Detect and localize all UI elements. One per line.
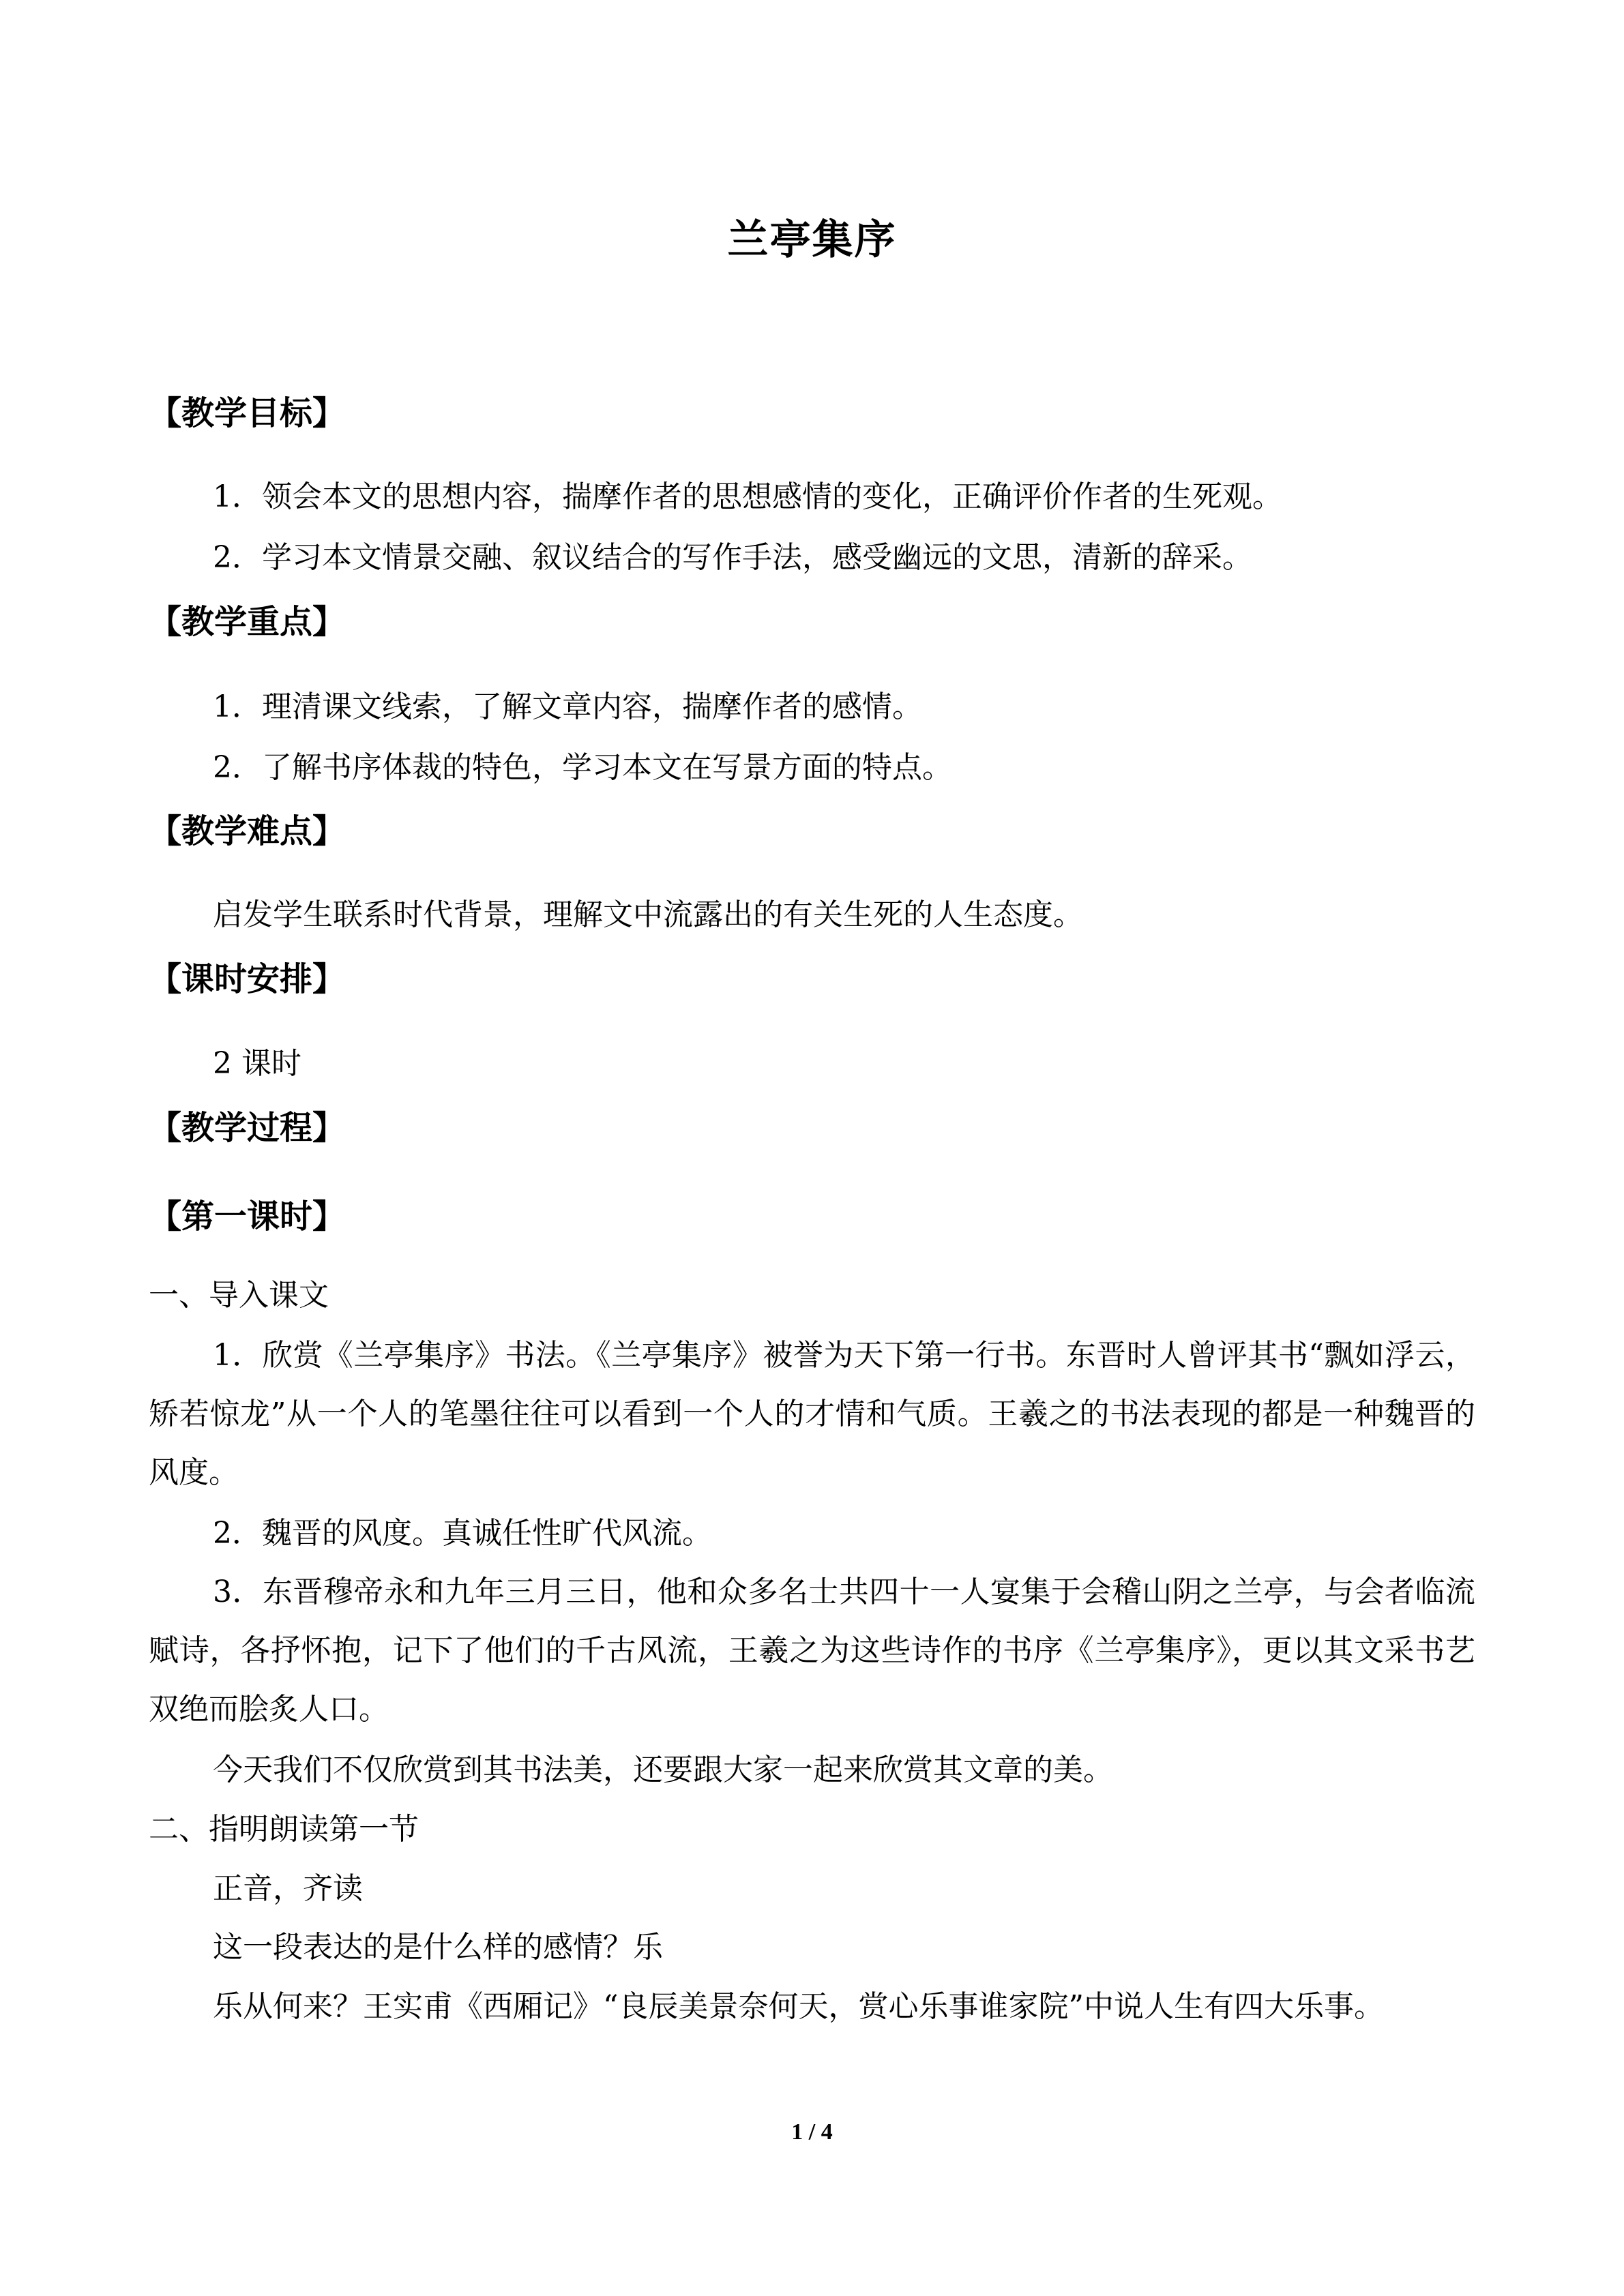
part1-paragraph: 3．东晋穆帝永和九年三月三日，他和众多名士共四十一人宴集于会稽山阴之兰亭，与会者临流赋诗，各抒怀抱，记下了他们的千古风流，王羲之为这些诗作的书序《兰亭集序》，更以其文采书艺双绝而脍炙人口。	[149, 1575, 1475, 1727]
part1-paragraph: 今天我们不仅欣赏到其书法美，还要跟大家一起来欣赏其文章的美。	[213, 1753, 1113, 1787]
heading-key-points: 【教学重点】	[149, 603, 346, 641]
heading-lesson-1: 【第一课时】	[149, 1197, 346, 1236]
part1-paragraph: 1．欣赏《兰亭集序》书法。《兰亭集序》被誉为天下第一行书。东晋时人曾评其书“飘如浮云，矫若惊龙”从一个人的笔墨往往可以看到一个人的才情和气质。王羲之的书法表现的都是一种魏晋的风度。	[149, 1338, 1475, 1490]
heading-objectives: 【教学目标】	[149, 394, 346, 432]
key-point-item: 2．了解书序体裁的特色，学习本文在写景方面的特点。	[213, 750, 952, 785]
objective-item: 2．学习本文情景交融、叙议结合的写作手法，感受幽远的文思，清新的辞采。	[213, 540, 1252, 575]
page-number: 1 / 4	[791, 2119, 833, 2145]
part1-paragraph: 2．魏晋的风度。真诚任性旷代风流。	[213, 1516, 712, 1551]
part2-title: 二、指明朗读第一节	[149, 1812, 419, 1847]
document-title: 兰亭集序	[727, 216, 897, 264]
difficulties-text: 启发学生联系时代背景，理解文中流露出的有关生死的人生态度。	[213, 897, 1083, 932]
key-point-item: 1．理清课文线索，了解文章内容，揣摩作者的感情。	[213, 689, 922, 724]
part2-paragraph: 乐从何来？王实甫《西厢记》“良辰美景奈何天，赏心乐事谁家院”中说人生有四大乐事。	[213, 1989, 1384, 2024]
heading-schedule: 【课时安排】	[149, 960, 346, 998]
heading-process: 【教学过程】	[149, 1109, 346, 1147]
schedule-text: 2 课时	[213, 1046, 301, 1081]
part2-paragraph: 正音，齐读	[213, 1871, 363, 1906]
part2-paragraph: 这一段表达的是什么样的感情？乐	[213, 1930, 663, 1965]
heading-difficulties: 【教学难点】	[149, 812, 346, 850]
objective-item: 1．领会本文的思想内容，揣摩作者的思想感情的变化，正确评价作者的生死观。	[213, 479, 1282, 514]
part1-title: 一、导入课文	[149, 1278, 329, 1313]
